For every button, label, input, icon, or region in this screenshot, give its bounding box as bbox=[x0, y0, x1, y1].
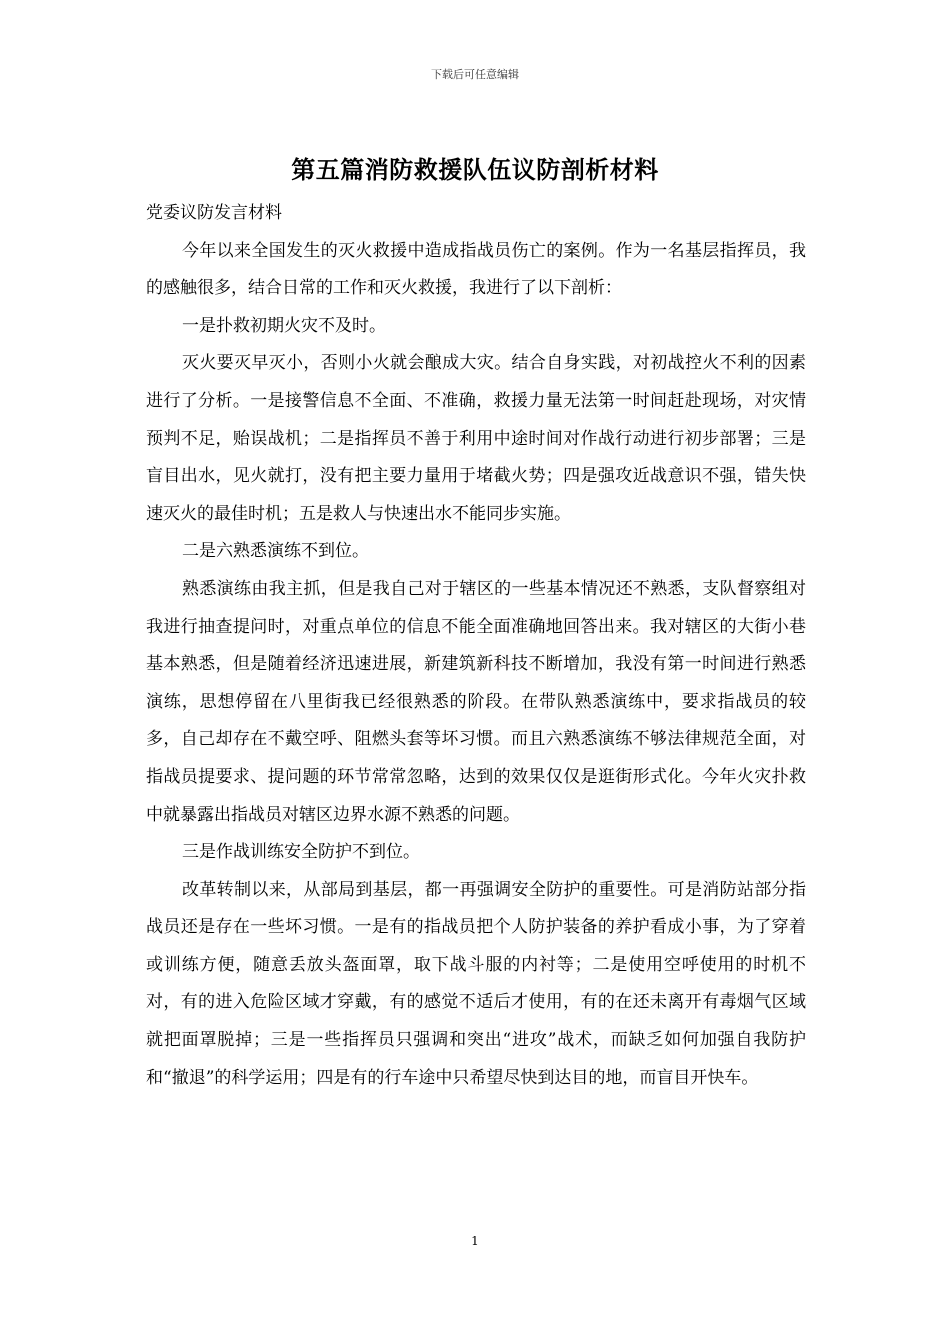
section-heading: 三是作战训练安全防护不到位。 bbox=[182, 842, 420, 863]
document-body bbox=[146, 195, 806, 1097]
paragraph: 今年以来全国发生的灭火救援中造成指战员伤亡的案例。作为一名基层指挥员，我的感触很多，结合日常的工作和灭火救援，我进行了以下剖析： bbox=[146, 240, 806, 299]
paragraph: 熟悉演练由我主抓，但是我自己对于辖区的一些基本情况还不熟悉，支队督察组对我进行抽查提问时，对重点单位的信息不能全面准确地回答出来。我对辖区的大街小巷基本熟悉，但是随着经济迅速进展，新建筑新科技不断增加，我没有第一时间进行熟悉演练，思想停留在八里街我已经很熟悉的阶段。在带队熟悉演练中，要求指战员的较多，自己却存在不戴空呼、阻燃头套等坏习惯。而且六熟悉演练不够法律规范全面，对指战员提要求、提问题的环节常常忽略，达到的效果仅仅是逛街形式化。今年火灾扑救中就暴露出指战员对辖区边界水源不熟悉的问题。 bbox=[146, 578, 806, 825]
paragraph: 灭火要灭早灭小，否则小火就会酿成大灾。结合自身实践，对初战控火不利的因素进行了分析。一是接警信息不全面、不准确，救援力量无法第一时间赶赴现场，对灾情预判不足，贻误战机；二是指挥员不善于利用中途时间对作战行动进行初步部署；三是盲目出水，见火就打，没有把主要力量用于堵截火势；四是强攻近战意识不强，错失快速灭火的最佳时机；五是救人与快速出水不能同步实施。 bbox=[146, 353, 806, 524]
document-subtitle: 党委议防发言材料 bbox=[146, 203, 282, 223]
paragraph: 改革转制以来，从部局到基层，都一再强调安全防护的重要性。可是消防站部分指战员还是存在一些坏习惯。一是有的指战员把个人防护装备的养护看成小事，为了穿着或训练方便，随意丢放头盔面罩，取下战斗服的内衬等；二是使用空呼使用的时机不对，有的进入危险区域才穿戴，有的感觉不适后才使用，有的在还未离开有毒烟气区域就把面罩脱掉；三是一些指挥员只强调和突出“进攻”战术，而缺乏如何加强自我防护和“撤退”的科学运用；四是有的行车途中只希望尽快到达目的地，而盲目开快车。 bbox=[146, 879, 806, 1088]
page-number: 1 bbox=[471, 1234, 479, 1248]
header-note: 下载后可任意编辑 bbox=[431, 68, 519, 81]
document-title: 第五篇消防救援队伍议防剖析材料 bbox=[291, 155, 659, 184]
section-heading: 一是扑救初期火灾不及时。 bbox=[182, 315, 386, 336]
section-heading: 二是六熟悉演练不到位。 bbox=[182, 541, 369, 562]
